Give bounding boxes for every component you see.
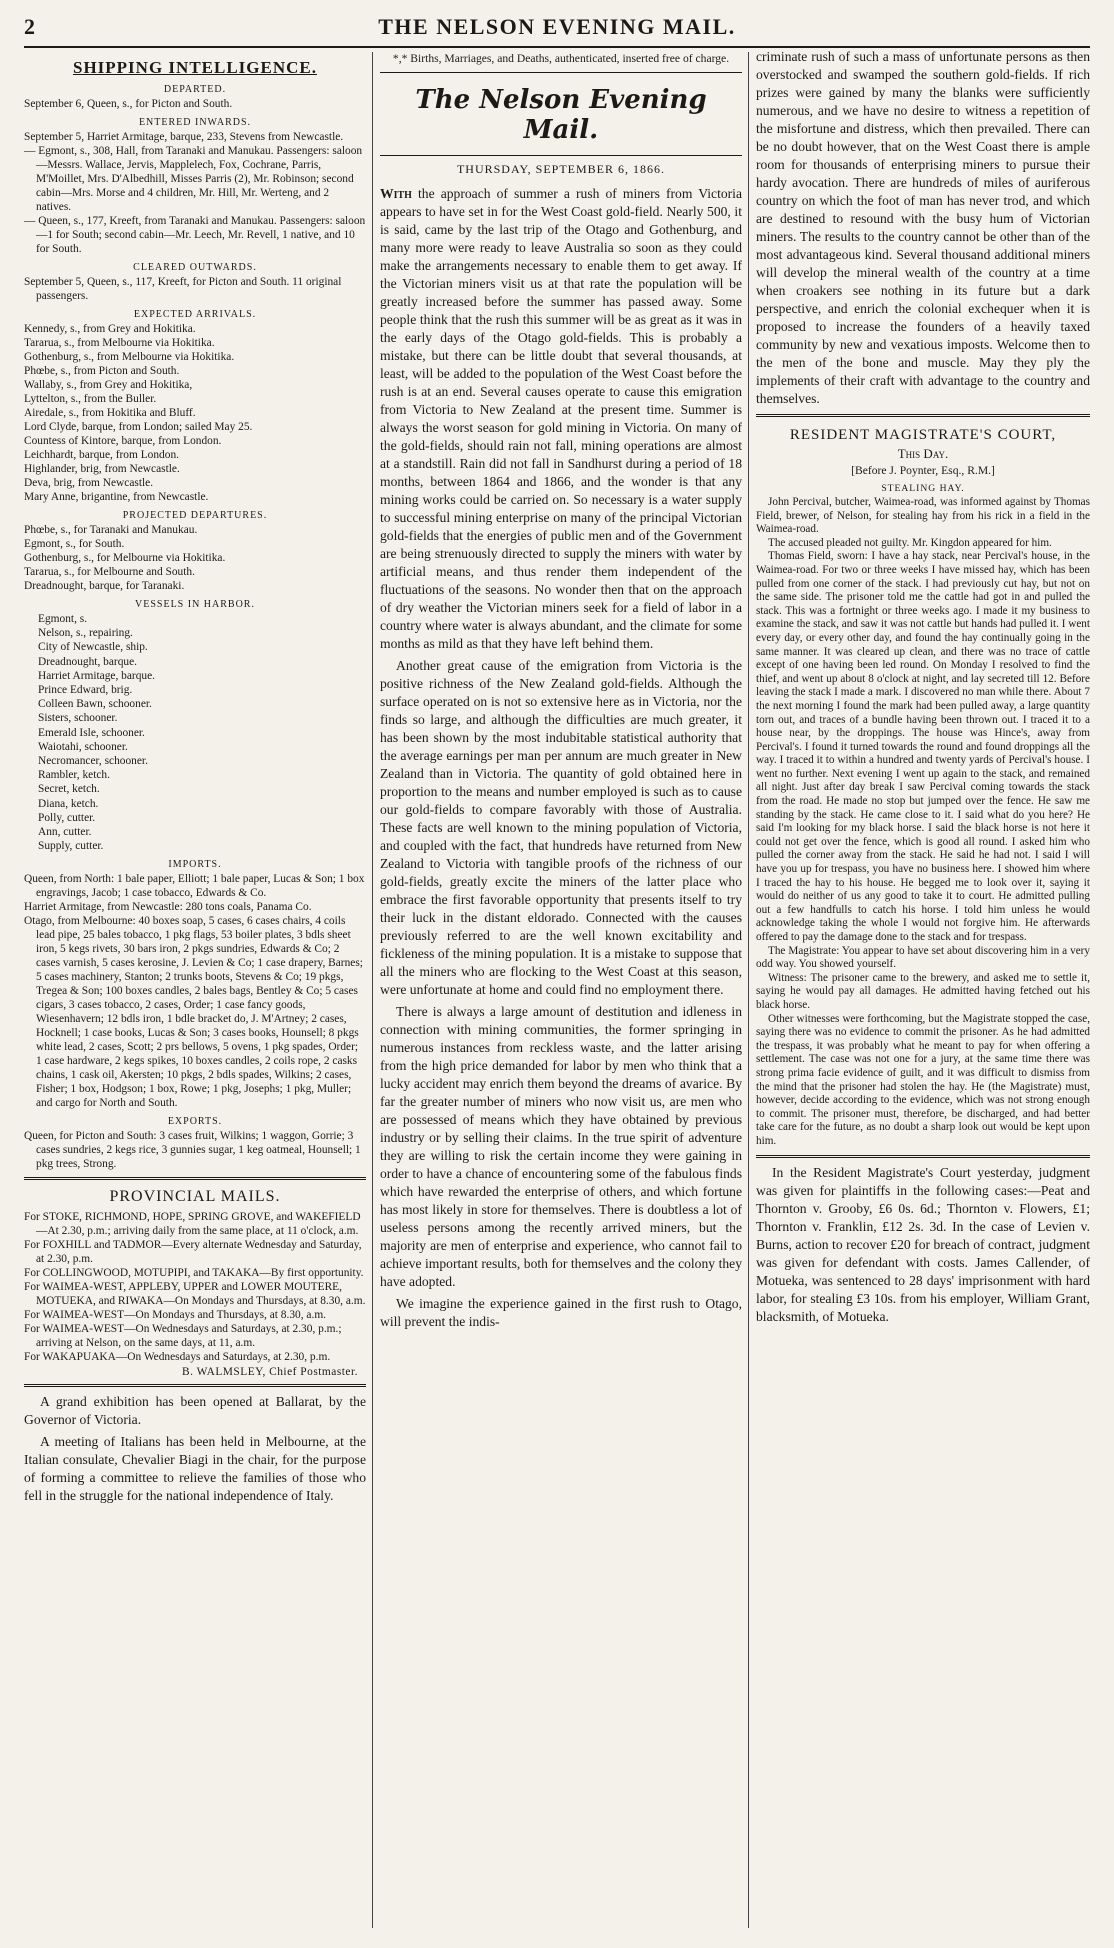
court-yesterday-paragraph: In the Resident Magistrate's Court yesterday, judgment was given for plaintiffs in the following cases:—Peat and Thornton v. Grooby, £6 0s. 6d.; Thornton v. Flowers, £1; Thornton v. Franklin, £12 2s. 3d. In the case of Levien v. Burns, action to recover £20 for breach of contract, judgment was given for defendant with costs. James Callender, of Motueka, was sentenced to 28 days' imprisonment with hard labor, for stealing £3 10s. from his employer, William Grant, blacksmith, of Motueka. [756, 1164, 1090, 1324]
departed-heading: DEPARTED. [163, 84, 227, 95]
mail-entry: For WAIMEA-WEST, APPLEBY, UPPER and LOWER MOUTERE, MOTUEKA, and RIWAKA—On Mondays and Thursdays, at 8.30, a.m. [24, 1281, 366, 1308]
vessel-entry: Prince Edward, brig. [38, 684, 133, 697]
mail-entry: For COLLINGWOOD, MOTUPIPI, and TAKAKA—By first opportunity. [24, 1267, 364, 1280]
editorial-paragraph: Another great cause of the emigration from Victoria is the positive richness of the New Zealand gold-fields. Although the surface operated on is not so extensive here as in Victoria, nor the finds so large, and although the difficulties are much greater, it has been shown by the most indubitable statistical authority that the average earnings per man per annum are much greater in New Zealand than in Victoria. The quantity of gold obtained here in proportion to the means and number employed is such as to cause our gold-fields to compare favorably with those of Australia. These facts are well known to the mining population of Victoria, and coupled with the fact, that hundreds have returned from New Zealand to Victoria with tangible proofs of the richness of our gold-fields, greatly excite the miners of the latter place who embrace the first favorable opportunity that presents itself to try their luck in the distant eldorado. Connected with the causes previously referred to are the well known excitability and fickleness of the mining population. It is a mistake to suppose that all the miners who are flocking to the West Coast at this season, were unfortunate at home and could find no employment there. [380, 658, 742, 997]
page-number: 2 [24, 14, 35, 39]
vessels-heading: VESSELS IN HARBOR. [135, 599, 255, 610]
expected-entry: Airedale, s., from Hokitika and Bluff. [24, 407, 196, 419]
newspaper-running-title: THE NELSON EVENING MAIL. [378, 14, 736, 39]
export-entry: Queen, for Picton and South: 3 cases fruit, Wilkins; 1 waggon, Gorrie; 3 cases sundries, 2 kegs rice, 3 gunnies sugar, 1 keg oatmeal, Hounsell; 1 pkg trees, Strong. [24, 1130, 361, 1171]
lead-text: the approach of summer a rush of miners from Victoria appears to have set in for the West Coast gold-field. Nearly 500, it is said, came by the last trip of the Otago and Gothenburg, and many more were ready to leave Australia so soon as they could make the arrangements necessary to enable them to get away. If the Victorian miners visit us at that rate the population will be greatly increased before the summer has passed away. Some people think that the rush this summer will be as great as it was in the early days of the Otago gold-fields. This is probably a mistake, but there can be little doubt that several thousands, at least, will be added to the population of the West Coast before the rush is at an end. Several causes operate to cause this emigration from Victoria to New Zealand at the present time. Summer is always the worst season for gold mining in Victoria. On many of the gold-fields, should rain not fall, mining operations are almost at a standstill. Rain did not fall in Sandhurst during a period of 18 months, between 1864 and 1866, and the wonder is that any mining works could be carried on. So necessary is a water supply to successful mining enterprise on many of the principal Victorian gold-fields that the energies of public men and of the Government are being strenuously directed to supply the miners with water by artificial means, and thus render them independent of the fluctuations of the seasons. No wonder then that on the approach of dry weather the Victorian miners seek for a field of labor in a country where water is always abundant, and the climate for some months as mild as that they have left behind them. [380, 186, 742, 651]
expected-entry: Lyttelton, s., from the Buller. [24, 393, 157, 405]
column-shipping [24, 48, 366, 1505]
entered-entry: — Queen, s., 177, Kreeft, from Taranaki and Manukau. Passengers: saloon—1 for South; second cabin—Mr. Leech, Mr. Revell, 1 native, and 10 for South. [24, 215, 366, 255]
expected-entry: Leichhardt, barque, from London. [24, 449, 179, 461]
expected-entry: Mary Anne, brigantine, from Newcastle. [24, 491, 209, 503]
projected-entry: Dreadnought, barque, for Taranaki. [24, 580, 185, 592]
vessel-entry: Secret, ketch. [38, 783, 100, 796]
column-divider [748, 52, 749, 1928]
cleared-entry: September 5, Queen, s., 117, Kreeft, for Picton and South. 11 original passengers. [24, 276, 342, 302]
court-paragraph: John Percival, butcher, Waimea-road, was informed against by Thomas Field, brewer, of Nelson, for stealing hay from his rick in a field in the Waimea-road. [756, 496, 1090, 536]
editorial-continuation: criminate rush of such a mass of unfortunate persons as then overstocked and swamped the southern gold-fields. If rich prizes were gained by many the blanks were sufficiently numerous, and we have no desire to witness a repetition of the misfortune and distress, which then prevailed. There can be no doubt however, that on the West Coast there is ample room for thousands of enterprising miners to pursue their hardy avocation. There are hundreds of miles of auriferous country on which the foot of man has never trod, and which are destined to resound with the busy hum of Victorian miners. The results to the country cannot be other than of the most advantageous kind. Several thousand additional miners will develop the mineral wealth of the country at a time when croakers see nothing in its future but a dark perspective, and enrich the colonial exchequer when it is proposed to increase the founders of a heavily taxed community by new and vexatious imposts. Welcome then to the men of the bone and muscle. May they ply the implements of their craft with advantage to the country and themselves. [756, 49, 1090, 406]
import-entry: Harriet Armitage, from Newcastle: 280 tons coals, Panama Co. [24, 901, 312, 914]
expected-entry: Phœbe, s., from Picton and South. [24, 365, 180, 377]
projected-list [24, 523, 366, 593]
editorial-lead-paragraph [380, 185, 742, 653]
projected-entry: Tararua, s., for Melbourne and South. [24, 566, 195, 578]
section-rule [380, 72, 742, 73]
projected-heading: PROJECTED DEPARTURES. [122, 510, 268, 521]
vessel-entry: Rambler, ketch. [38, 769, 110, 782]
court-paragraph: Thomas Field, sworn: I have a hay stack, near Percival's house, in the Waimea-road. For two or three weeks I have missed hay, which has been pulled from one corner of the stack. I had previously cut hay, but not on the same side. The prisoner told me the cattle had got in and pulled the stack. This was a fortnight or three weeks ago. I made it my business to examine the stack, and saw it was not cattle but hands had pulled it. I went every day, or every other day, and found the hay continually going in the same manner. It was cleared up clean, and there was no trace of cattle except of one having been led round. On Monday I resolved to find the thief, and went up about 8 o'clock at night, and lay secreted till 12. Before leaving the stack I made a mark. I discovered no man while there. About 7 the next morning I found the mark had been pulled away, a large quantity torn out, and traces of a bundle having been thrown out. I traced it to a house near, by the droppings. The house was Hince's, away from Percival's. I found it turned towards the round and found droppings all the way. I traced it to within a hundred and twenty yards of Percival's house. I went no further. Next evening I went up again to the stack, and remained all night. Just after day break I saw Percival coming towards the stack from the road. He made no stop but jumped over the fence. He saw me standing by the stack. He came close to it. I said what do you here? He said I'm looking for my black horse. I said the black horse is not here it could not get over the fence, which is good all round. I asked him who pulled the corner away from the stack. He said he had not. I said I will have you up for trespass, you have no business here. I showed him where I traced the hay to his house. He begged me to look over it, saying it would do neither of us any good to take it to court. He admitted pulling out a few handfulls to catch his horse. I told him unless he would acknowledge taking the whole I would not forgive him. He afterwards offered to pay the damage done to the stack and for trespass. [756, 550, 1090, 943]
exports-list [24, 1129, 366, 1171]
court-magistrate: [Before J. Poynter, Esq., R.M.] [851, 464, 995, 477]
entered-entry: — Egmont, s., 308, Hall, from Taranaki and Manukau. Passengers: saloon—Messrs. Wallace, Jervis, Mapplelech, Fox, Cochrane, Parris, M'Moillet, Mrs. D'Albedhill, Misses Parris (2), Mr. Robinson; second cabin—Mrs. Morse and 4 children, Mr. Hill, Mr. Werteng, and 2 natives. [24, 145, 363, 213]
column-court [756, 48, 1090, 1326]
projected-entry: Gothenburg, s., for Melbourne via Hokitika. [24, 552, 226, 564]
masthead [24, 14, 1090, 48]
projected-entry: Phœbe, s., for Taranaki and Manukau. [24, 524, 198, 536]
vessel-entry: Sisters, schooner. [38, 712, 118, 725]
vessel-entry: Emerald Isle, schooner. [38, 726, 145, 739]
expected-entry: Tararua, s., from Melbourne via Hokitika. [24, 337, 215, 349]
entered-heading: ENTERED INWARDS. [138, 117, 252, 128]
imports-heading: IMPORTS. [168, 859, 222, 871]
vessel-entry: Harriet Armitage, barque. [38, 669, 156, 682]
column-editorial [380, 48, 742, 1331]
entered-list [24, 130, 366, 256]
vessel-entry: Egmont, s. [38, 613, 88, 625]
section-rule [24, 1177, 366, 1180]
births-notice: *,* Births, Marriages, and Deaths, authenticated, inserted free of charge. [392, 52, 730, 65]
expected-entry: Deva, brig, from Newcastle. [24, 477, 154, 489]
editorial-paragraph: We imagine the experience gained in the first rush to Otago, will prevent the indis- [380, 1296, 742, 1329]
news-note: A meeting of Italians has been held in Melbourne, at the Italian consulate, Chevalier Biagi in the chair, for the purpose of forming a committee to relieve the families of those who fell in the struggle for the national independence of Italy. [24, 1434, 366, 1504]
mails-heading: PROVINCIAL MAILS. [109, 1188, 281, 1206]
mail-entry: For WAIMEA-WEST—On Mondays and Thursdays, at 8.30, a.m. [24, 1309, 327, 1322]
vessel-entry: Dreadnought, barque. [38, 655, 138, 668]
court-paragraph: Witness: The prisoner came to the brewery, and asked me to settle it, saying he would pay all damages. He admitted having fetched out his black horse. [756, 971, 1090, 1011]
court-paragraph: The accused pleaded not guilty. Mr. Kingdon appeared for him. [768, 536, 1052, 549]
entered-entry: September 5, Harriet Armitage, barque, 233, Stevens from Newcastle. [24, 131, 344, 143]
vessel-entry: Waiotahi, schooner. [38, 740, 128, 753]
vessel-entry: Diana, ketch. [38, 797, 99, 810]
mails-list [24, 1210, 366, 1364]
exports-heading: EXPORTS. [167, 1116, 223, 1128]
section-rule [24, 1384, 366, 1387]
expected-entry: Wallaby, s., from Grey and Hokitika, [24, 379, 193, 391]
departed-list [24, 97, 366, 111]
expected-entry: Countess of Kintore, barque, from London. [24, 435, 222, 447]
vessel-entry: Necromancer, schooner. [38, 755, 148, 768]
court-heading: RESIDENT MAGISTRATE'S COURT, [789, 427, 1057, 443]
vessel-entry: Supply, cutter. [38, 840, 104, 853]
vessel-entry: Polly, cutter. [38, 811, 96, 824]
news-note: A grand exhibition has been opened at Ballarat, by the Governor of Victoria. [24, 1394, 366, 1428]
editorial-paragraph: There is always a large amount of destitution and idleness in connection with mining communities, the former springing in numerous instances from reckless waste, and the latter arising from the high price demanded for labor by men who think that a lucky accident may enrich them beyond the dreams of avarice. By far the greater number of miners who now visit us, are men who are possessed of means which they have obtained by previous industry or by selling their claims. In the true spirit of adventure they are willing to risk the certain income they were gaining in order to have a chance of encountering some of the fabulous finds which have rewarded the enterprise of others, and which fortune has most likely in store for themselves. There is doubtless a lot of useless persons among the recently arrived miners, but the majority are men of enterprise and experience, who cannot fail to achieve important results, both for themselves and the colony they have adopted. [380, 1004, 742, 1289]
case-heading: STEALING HAY. [881, 483, 965, 494]
projected-entry: Egmont, s., for South. [24, 538, 125, 550]
column-divider [372, 52, 373, 1928]
vessel-entry: Ann, cutter. [38, 826, 92, 839]
expected-entry: Kennedy, s., from Grey and Hokitika. [24, 323, 196, 335]
lead-capital: With [380, 186, 412, 201]
mail-entry: For FOXHILL and TADMOR—Every alternate Wednesday and Saturday, at 2.30, p.m. [24, 1239, 362, 1266]
paper-title: The Nelson Evening Mail. [415, 85, 707, 145]
section-rule [756, 1155, 1090, 1158]
expected-entry: Gothenburg, s., from Melbourne via Hokitika. [24, 351, 235, 363]
expected-heading: EXPECTED ARRIVALS. [133, 309, 257, 320]
departed-entry: September 6, Queen, s., for Picton and South. [24, 98, 233, 110]
cleared-heading: CLEARED OUTWARDS. [133, 262, 257, 273]
import-entry: Otago, from Melbourne: 40 boxes soap, 5 cases, 6 cases chairs, 4 coils lead pipe, 25 bales tobacco, 1 pkg flags, 53 boiler plates, 3 bdls sheet iron, 5 kegs rivets, 30 bars iron, 2 pkgs sundries, Edwards & Co; 2 cases varnish, 5 cases kerosine, J. Levien & Co; 1 case drapery, Barnes; 5 cases machinery, Stanton; 2 trunks boots, Stevens & Co; 19 pkgs, Tregea & Son; 100 boxes candles, 2 bales bags, Bentley & Co; 5 cases cigars, 3 cases tobacco, 2 cases, Order; 1 case fancy goods, Wiesenhavern; 12 bdls iron, 1 bdle bracket do, J. M'Artney; 2 cases, Hocknell; 1 case books, Lucas & Son; 3 cases books, Hounsell; 8 pkgs white lead, 2 cases, Scott; 2 prs bellows, 5 ovens, 1 pkg spades, Order; 1 case hardware, 2 kegs spikes, 10 boxes candles, 2 coils rope, 2 casks chains, 1 cask oil, Akersten; 10 pkgs, 2 bdls spades, Wilkins; 2 cases, Fisher; 1 box, Hodgson; 1 box, Rowe; 1 pkg, Josephs; 1 pkg, Muller; and cargo for North and South. [24, 915, 363, 1110]
mail-entry: For WAKAPUAKA—On Wednesdays and Saturdays, at 2.30, p.m. [24, 1351, 331, 1364]
vessel-entry: Colleen Bawn, schooner. [38, 698, 152, 711]
expected-entry: Lord Clyde, barque, from London; sailed May 25. [24, 421, 253, 433]
mail-entry: For WAIMEA-WEST—On Wednesdays and Saturdays, at 2.30, p.m.; arriving at Nelson, on the same days, at 11, a.m. [24, 1323, 342, 1350]
news-notes [24, 1393, 366, 1505]
editorial-paragraphs [380, 657, 742, 1331]
expected-entry: Highlander, brig, from Newcastle. [24, 463, 180, 475]
postmaster-signature: B. WALMSLEY, Chief Postmaster. [182, 1366, 358, 1379]
import-entry: Queen, from North: 1 bale paper, Elliott; 1 bale paper, Lucas & Son; 1 box engravings, Jacob; 1 case tobacco, Edwards & Co. [24, 873, 365, 900]
court-paragraph: Other witnesses were forthcoming, but the Magistrate stopped the case, saying there was no evidence to commit the prisoner. As he had admitted the trespass, it was probably what he meant to pay for when offering a settlement. The case was not one for a jury, at the same time there was strong prima facie evidence of guilt, and it was difficult to dismiss from the mind that the prisoner had stolen the hay. He (the Magistrate) must, however, decide according to the evidence, which was not strong enough to commit. The prisoner must, therefore, be discharged, and had better take care for the future, as no doubt a sharp look out would be kept upon him. [756, 1012, 1090, 1147]
court-paragraph: The Magistrate: You appear to have set about discovering him in a very odd way. You showed yourself. [756, 944, 1090, 971]
mail-entry: For STOKE, RICHMOND, HOPE, SPRING GROVE, and WAKEFIELD—At 2.30, p.m.; arriving daily from the same place, at 11 o'clock, a.m. [24, 1211, 361, 1238]
vessels-list [24, 612, 366, 853]
imports-list [24, 872, 366, 1110]
vessel-entry: City of Newcastle, ship. [38, 641, 148, 654]
court-report [756, 496, 1090, 1149]
court-day: This Day. [897, 446, 949, 461]
shipping-heading: SHIPPING INTELLIGENCE. [73, 58, 317, 77]
cleared-list [24, 275, 366, 303]
expected-list [24, 322, 366, 504]
section-rule [380, 155, 742, 156]
columns [24, 48, 1090, 1928]
section-rule [756, 414, 1090, 417]
dateline: THURSDAY, SEPTEMBER 6, 1866. [456, 162, 666, 176]
vessel-entry: Nelson, s., repairing. [38, 627, 133, 640]
